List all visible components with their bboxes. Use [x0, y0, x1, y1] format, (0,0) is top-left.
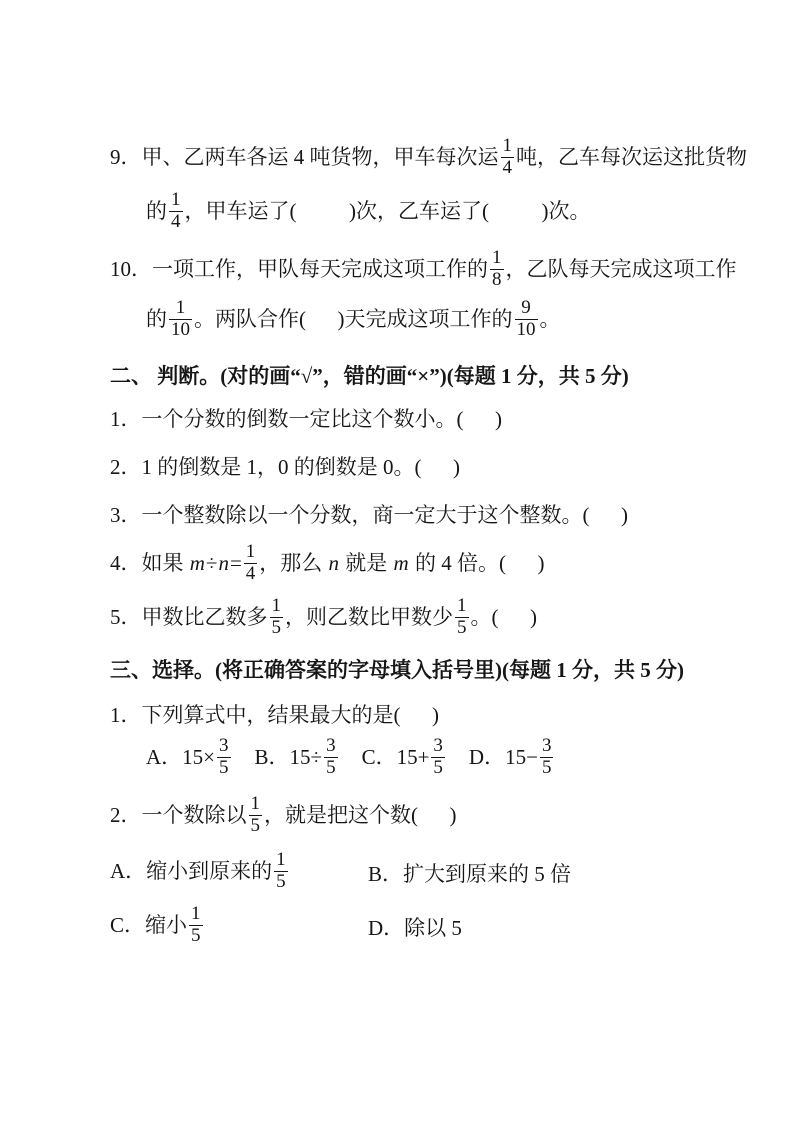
fraction-numerator: 3 — [326, 735, 336, 757]
fraction-numerator: 1 — [171, 189, 181, 211]
fraction — [501, 136, 515, 178]
fraction — [270, 596, 284, 638]
fraction-denominator: 5 — [271, 616, 281, 638]
fraction-denominator: 5 — [457, 616, 467, 638]
judge-question-1: 1．一个分数的倒数一定比这个数小。( ) — [110, 407, 502, 432]
fraction-denominator: 4 — [171, 210, 181, 232]
question-10-text: ，乙队每天完成这项工作 — [505, 256, 737, 281]
fraction-numerator: 1 — [492, 247, 502, 269]
fraction — [515, 298, 538, 340]
fraction-numerator: 1 — [250, 793, 260, 815]
question-9-line-1 — [110, 135, 747, 180]
choice-question-1-stem: 1．下列算式中，结果最大的是( ) — [110, 703, 439, 728]
question-10-line-2 — [110, 297, 702, 342]
choice-question-1-options — [110, 735, 702, 780]
fraction-numerator: 3 — [219, 735, 229, 757]
option-c-label: C．15+ — [361, 745, 430, 770]
option-c — [361, 735, 447, 780]
judge-question-4 — [110, 541, 702, 586]
fraction-denominator: 5 — [541, 756, 552, 778]
fraction-numerator: 9 — [521, 297, 531, 319]
variable-n: n — [328, 550, 340, 575]
judge-question-5-text: 5．甲数比乙数多 — [110, 604, 268, 629]
choice-question-2-text-with-blank: ，就是把这个数( ) — [264, 803, 457, 828]
question-10-text-with-blanks: 。两队合作( )天完成这项工作的 — [194, 306, 513, 331]
option-b-label: B．15÷ — [254, 745, 323, 770]
option-a — [146, 735, 233, 780]
question-9-line-2 — [110, 189, 702, 234]
fraction — [244, 542, 258, 584]
fraction-numerator: 1 — [271, 595, 281, 617]
fraction — [249, 794, 263, 836]
equals-sign: = — [229, 550, 242, 575]
fraction — [455, 596, 469, 638]
choice-question-2-stem — [110, 793, 702, 838]
judge-question-5-text: ，则乙数比甲数少 — [285, 604, 453, 629]
choice-section-header: 三、选择。(将正确答案的字母填入括号里)(每题 1 分，共 5 分) — [110, 658, 684, 683]
fraction — [324, 736, 338, 778]
question-10-text: 。 — [539, 306, 561, 331]
option-d — [368, 912, 462, 942]
fraction — [169, 190, 183, 232]
division-sign: ÷ — [205, 550, 218, 575]
option-c — [110, 903, 368, 948]
fraction-numerator: 1 — [276, 849, 286, 871]
test-paper-content — [110, 135, 747, 948]
judge-question-4-text: 就是 — [340, 550, 393, 575]
question-9 — [110, 135, 747, 234]
fraction-denominator: 8 — [492, 268, 502, 290]
fraction — [274, 850, 288, 892]
question-9-text: 的 — [146, 198, 167, 223]
choice-question-2-options-row-2 — [110, 903, 702, 948]
judge-question-4-text: ，那么 — [259, 550, 328, 575]
fraction-denominator: 5 — [191, 924, 201, 946]
option-a-label: A．缩小到原来的 — [110, 859, 273, 884]
fraction-denominator: 5 — [219, 756, 229, 778]
question-10-line-1 — [110, 247, 737, 292]
judge-question-5 — [110, 595, 702, 640]
fraction-numerator: 1 — [245, 541, 256, 563]
option-a-label: A．15× — [146, 745, 216, 770]
judge-section-header: 二、 判断。(对的画“√”，错的画“×”)(每题 1 分，共 5 分) — [110, 364, 629, 389]
option-c-label: C．缩小 — [110, 913, 188, 938]
judge-question-2: 2．1 的倒数是 1，0 的倒数是 0。( ) — [110, 455, 460, 480]
option-b — [254, 735, 340, 780]
fraction-numerator: 3 — [433, 735, 443, 757]
fraction-denominator: 10 — [171, 318, 190, 340]
fraction-numerator: 1 — [502, 135, 512, 156]
option-b — [368, 858, 571, 888]
fraction-numerator: 1 — [175, 297, 186, 319]
judge-question-3: 3．一个整数除以一个分数，商一定大于这个整数。( ) — [110, 503, 628, 528]
judge-question-5-text-with-blank: 。( ) — [470, 604, 537, 629]
judge-section — [110, 362, 702, 640]
option-b-label: B．扩大到原来的 5 倍 — [368, 862, 572, 887]
fraction-denominator: 4 — [245, 562, 256, 584]
option-a — [110, 849, 368, 894]
option-d-label: D．除以 5 — [368, 916, 462, 941]
fraction-denominator: 5 — [326, 756, 336, 778]
fraction-numerator: 1 — [191, 903, 201, 925]
question-10 — [110, 247, 737, 342]
fraction-numerator: 1 — [457, 595, 467, 617]
fraction-denominator: 5 — [433, 756, 443, 778]
variable-m: m — [189, 550, 205, 575]
fraction — [217, 736, 231, 778]
option-d — [468, 735, 556, 780]
variable-m: m — [393, 550, 409, 575]
fraction-denominator: 4 — [502, 156, 512, 178]
fraction — [540, 736, 554, 778]
variable-n: n — [218, 550, 229, 575]
fraction-denominator: 5 — [276, 870, 286, 892]
fraction-denominator: 10 — [516, 318, 536, 340]
question-10-text: 10．一项工作，甲队每天完成这项工作的 — [110, 256, 488, 281]
fraction — [189, 904, 203, 946]
judge-question-4-text: 4．如果 — [110, 550, 189, 575]
fraction — [169, 298, 192, 340]
fraction-denominator: 5 — [250, 814, 260, 836]
option-d-label: D．15− — [468, 745, 538, 770]
question-9-text: 9．甲、乙两车各运 4 吨货物，甲车每次运 — [110, 144, 499, 169]
judge-question-4-text-with-blank: 的 4 倍。( ) — [409, 550, 545, 575]
fraction — [490, 248, 504, 290]
question-9-text-with-blanks: ，甲车运了( )次，乙车运了( )次。 — [184, 198, 591, 223]
question-10-text: 的 — [146, 306, 167, 331]
fraction-numerator: 3 — [541, 735, 552, 757]
choice-section — [110, 656, 702, 948]
choice-question-2-text: 2．一个数除以 — [110, 803, 247, 828]
choice-question-2-options-row-1 — [110, 849, 702, 894]
fraction — [431, 736, 445, 778]
question-9-text: 吨，乙车每次运这批货物 — [516, 144, 747, 169]
